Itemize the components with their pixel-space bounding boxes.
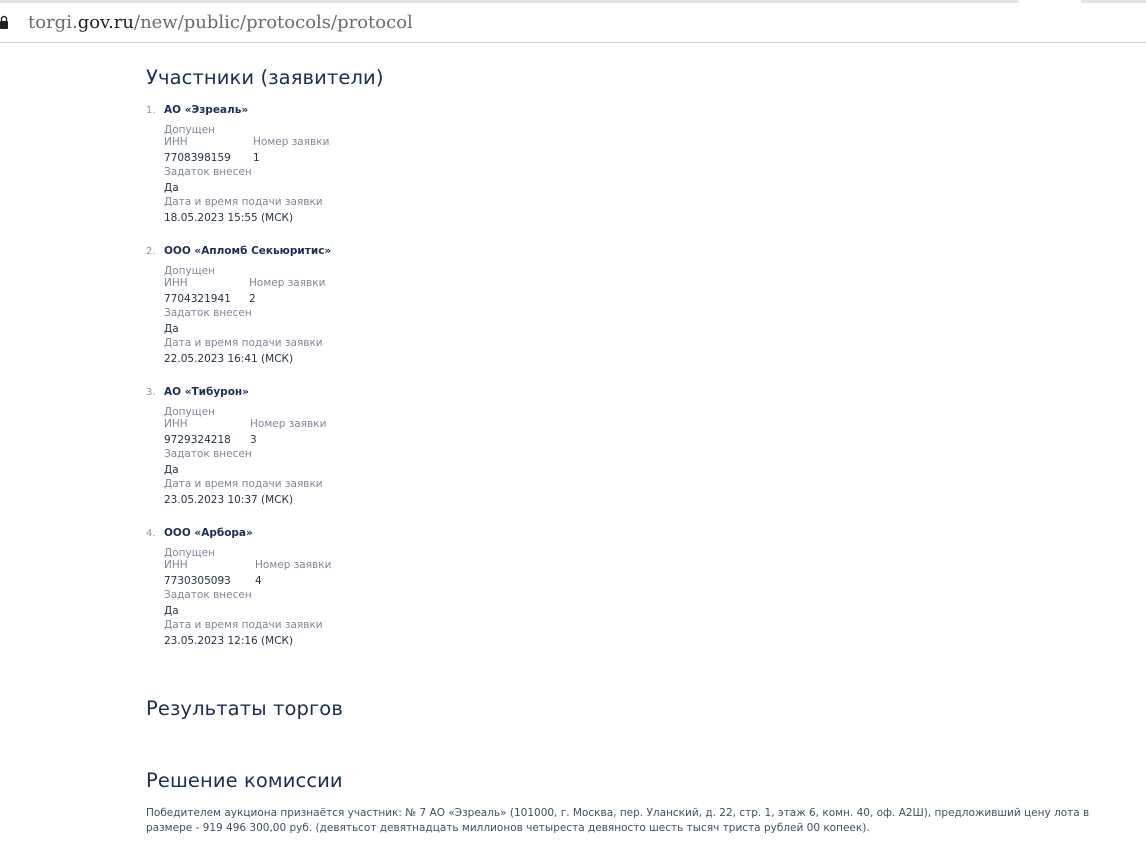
application-number-label: Номер заявки [249,277,326,289]
participant-number: 1. [146,105,156,116]
datetime-value: 23.05.2023 12:16 (МСК) [164,635,294,647]
datetime-label: Дата и время подачи заявки [164,337,323,349]
inn-label: ИНН [164,418,188,430]
admitted-status: Допущен [164,406,215,418]
deposit-value: Да [164,182,179,194]
participant-number: 2. [146,246,156,257]
application-number-label: Номер заявки [253,136,330,148]
application-number-label: Номер заявки [250,418,327,430]
deposit-value: Да [164,605,179,617]
application-number-value: 2 [249,293,256,305]
participant-name: АО «Эзреаль» [164,104,249,116]
participant-name: ООО «Арбора» [164,527,253,539]
deposit-value: Да [164,464,179,476]
datetime-value: 18.05.2023 15:55 (МСК) [164,212,294,224]
participant-item [146,387,546,517]
deposit-label: Задаток внесен [164,589,252,601]
lock-icon [0,15,8,29]
datetime-label: Дата и время подачи заявки [164,196,323,208]
inn-label: ИНН [164,277,188,289]
admitted-status: Допущен [164,124,215,136]
inn-value: 7730305093 [164,575,231,587]
datetime-label: Дата и время подачи заявки [164,478,323,490]
application-number-label: Номер заявки [255,559,332,571]
application-number-value: 4 [255,575,262,587]
participant-number: 3. [146,387,156,398]
deposit-value: Да [164,323,179,335]
participants-heading: Участники (заявители) [146,66,384,89]
datetime-label: Дата и время подачи заявки [164,619,323,631]
admitted-status: Допущен [164,265,215,277]
url-path: /new/public/protocols/protocol [134,12,413,33]
inn-value: 7708398159 [164,152,231,164]
datetime-value: 22.05.2023 16:41 (МСК) [164,353,294,365]
url-text[interactable] [28,12,413,33]
participant-item [146,528,546,658]
url-prefix: torgi. [28,12,78,33]
results-heading: Результаты торгов [146,697,343,720]
deposit-label: Задаток внесен [164,166,252,178]
participant-name: АО «Тибурон» [164,386,249,398]
address-bar[interactable] [0,3,1146,43]
url-domain: gov.ru [77,12,134,33]
participant-item [146,105,546,235]
inn-label: ИНН [164,136,188,148]
participant-name: ООО «Апломб Секьюритис» [164,245,332,257]
deposit-label: Задаток внесен [164,448,252,460]
datetime-value: 23.05.2023 10:37 (МСК) [164,494,294,506]
application-number-value: 3 [250,434,257,446]
decision-text: Победителем аукциона признаётся участник: № 7 АО «Эзреаль» (101000, г. Москва, пер. Уланский, д. 22, стр. 1, этаж 6, комн. 40, оф. А2Ш), предложивший цену лота в размере - 919 496 300,00 руб. (девятьсот девятнадцать миллионов четыреста девяносто шесть тысяч триста рублей 00 копеек). [146,807,1090,834]
inn-label: ИНН [164,559,188,571]
deposit-label: Задаток внесен [164,307,252,319]
participant-item [146,246,546,376]
admitted-status: Допущен [164,547,215,559]
decision-heading: Решение комиссии [146,769,343,792]
inn-value: 9729324218 [164,434,231,446]
participant-number: 4. [146,528,156,539]
application-number-value: 1 [253,152,260,164]
inn-value: 7704321941 [164,293,231,305]
